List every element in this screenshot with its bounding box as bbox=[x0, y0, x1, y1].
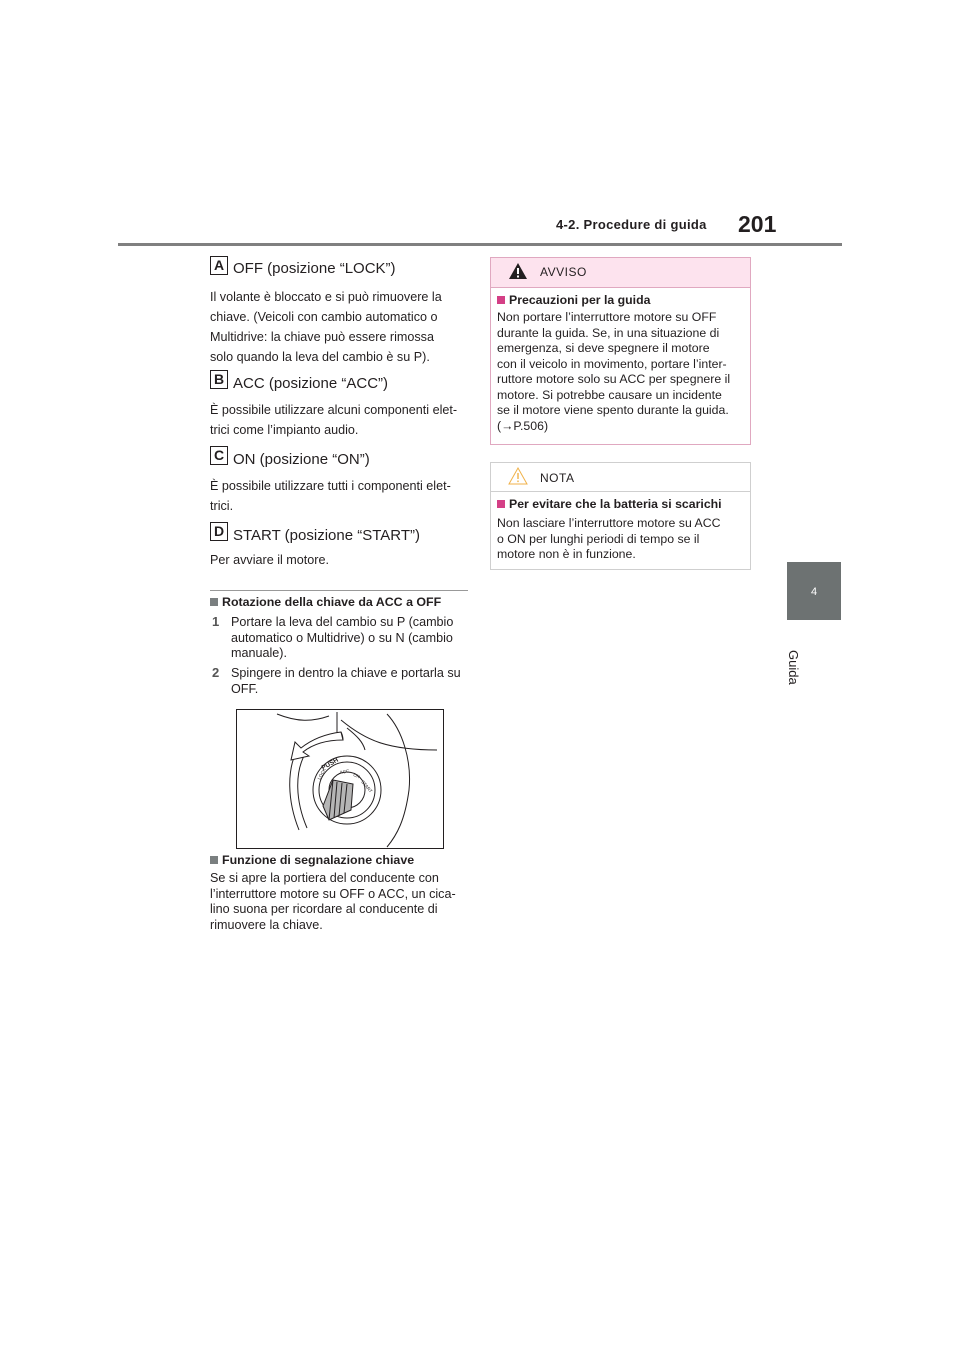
letter-box-c: C bbox=[210, 446, 228, 465]
page-number: 201 bbox=[738, 211, 777, 237]
header-rule bbox=[118, 243, 842, 246]
chapter-label bbox=[785, 650, 815, 710]
label-start: START bbox=[360, 779, 374, 794]
bullet-square-icon bbox=[210, 598, 218, 606]
label-push: PUSH bbox=[320, 756, 340, 772]
warning-text: Non portare l’interruttore motore su OFF durante la guida. Se, in una situazione di emergenza, si deve spegnere il motore con il veicolo in movimento, portare l’inter- ruttore motore solo su ACC per spegnere il motore. Si potrebbe causare un incidente se il motore viene spento durante la guida. (→P.506) bbox=[497, 310, 731, 433]
letter-box-a: A bbox=[210, 256, 228, 275]
caution-triangle-icon bbox=[508, 467, 528, 485]
signal-text: Se si apre la portiera del conducente con l’interruttore motore su OFF o ACC, un cica- lino suona per ricordare al conducente di rimuovere la chiave. bbox=[210, 871, 456, 932]
warning-header bbox=[491, 258, 750, 288]
section-divider bbox=[210, 590, 468, 591]
rotation-heading: Rotazione della chiave da ACC a OFF bbox=[210, 595, 441, 609]
letter-box-b: B bbox=[210, 370, 228, 389]
step-number-1: 1 bbox=[212, 614, 220, 629]
step-text-1: Portare la leva del cambio su P (cambio automatico o Multidrive) o su N (cambio manuale). bbox=[231, 615, 454, 660]
label-lock: LOCK bbox=[316, 767, 327, 781]
ignition-key-illustration bbox=[237, 710, 443, 848]
note-title: NOTA bbox=[540, 471, 575, 485]
signal-heading: Funzione di segnalazione chiave bbox=[210, 853, 414, 867]
warning-subheading: Precauzioni per la guida bbox=[497, 293, 650, 307]
key-rotation-figure bbox=[236, 709, 444, 849]
step-text-2: Spingere in dentro la chiave e portarla su OFF. bbox=[231, 666, 461, 696]
entry-text-off: Il volante è bloccato e si può rimuovere la chiave. (Veicoli con cambio automatico o Multidrive: la chiave può essere rimossa solo quando la leva del cambio è su P). bbox=[210, 290, 442, 364]
section-title: 4-2. Procedure di guida bbox=[556, 217, 707, 232]
entry-title-off: OFF (posizione “LOCK”) bbox=[233, 260, 396, 277]
note-header bbox=[491, 463, 750, 492]
entry-title-acc: ACC (posizione “ACC”) bbox=[233, 375, 389, 392]
entry-text-start: Per avviare il motore. bbox=[210, 553, 329, 567]
bullet-square-icon bbox=[210, 856, 218, 864]
chapter-number: 4 bbox=[810, 586, 818, 598]
entry-text-acc: È possibile utilizzare alcuni componenti elet- trici come l’impianto audio. bbox=[210, 403, 458, 437]
step-number-2: 2 bbox=[212, 665, 220, 680]
entry-title-start: START (posizione “START”) bbox=[233, 527, 420, 544]
warning-triangle-icon bbox=[508, 262, 528, 280]
label-on: ON bbox=[352, 772, 361, 780]
bullet-square-icon bbox=[497, 296, 505, 304]
warning-title: AVVISO bbox=[540, 265, 587, 279]
note-text: Non lasciare l’interruttore motore su ACC o ON per lunghi periodi di tempo se il motore non è in funzione. bbox=[497, 516, 721, 561]
chapter-label-text: Guida bbox=[786, 650, 801, 685]
bullet-square-icon bbox=[497, 500, 505, 508]
letter-box-d: D bbox=[210, 522, 228, 541]
entry-text-on: È possibile utilizzare tutti i componenti elet- trici. bbox=[210, 479, 451, 513]
entry-title-on: ON (posizione “ON”) bbox=[233, 451, 370, 468]
note-subheading: Per evitare che la batteria si scarichi bbox=[497, 497, 722, 511]
label-acc: ACC bbox=[339, 768, 350, 775]
